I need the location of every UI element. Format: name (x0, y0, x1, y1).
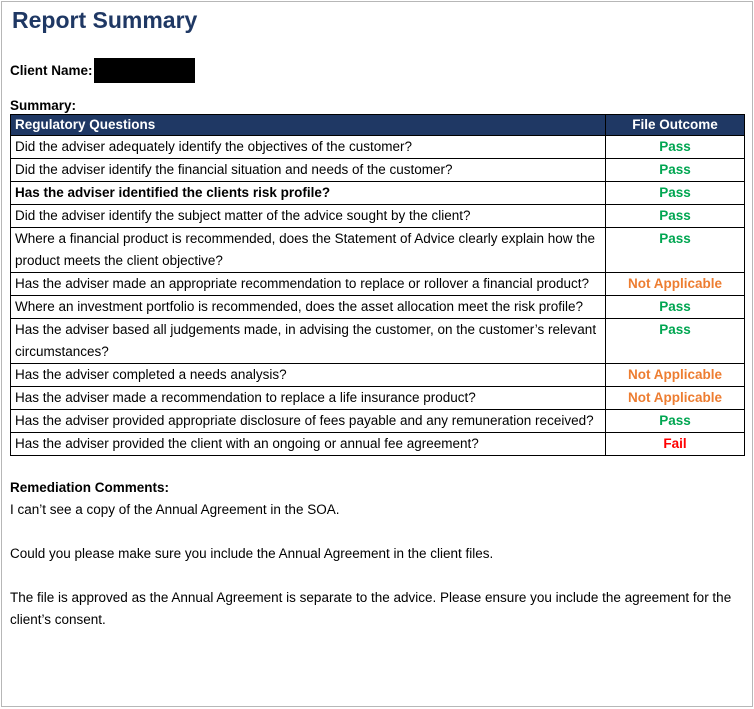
question-cell: Has the adviser made a recommendation to replace a life insurance product? (11, 387, 606, 410)
remediation-comment: I can’t see a copy of the Annual Agreement in the SOA. (10, 502, 340, 517)
question-cell: Has the adviser based all judgements made, in advising the customer, on the customer’s relevant circumstances? (11, 319, 606, 364)
question-cell: Has the adviser made an appropriate recommendation to replace or rollover a financial product? (11, 273, 606, 296)
summary-label: Summary: (10, 98, 77, 113)
table-row (11, 159, 745, 182)
question-cell: Has the adviser identified the clients risk profile? (11, 182, 606, 205)
table-body (11, 136, 745, 456)
client-name-redaction (94, 58, 195, 83)
table-row (11, 205, 745, 228)
outcome-cell: Pass (606, 205, 745, 228)
header-file-outcome: File Outcome (606, 115, 745, 136)
table-row (11, 273, 745, 296)
question-cell: Did the adviser identify the financial situation and needs of the customer? (11, 159, 606, 182)
outcome-cell: Pass (606, 228, 745, 273)
outcome-cell: Not Applicable (606, 387, 745, 410)
outcome-cell: Fail (606, 433, 745, 456)
question-cell: Has the adviser provided appropriate disclosure of fees payable and any remuneration received? (11, 410, 606, 433)
report-page (1, 1, 753, 707)
table-row (11, 228, 745, 273)
question-cell: Has the adviser provided the client with an ongoing or annual fee agreement? (11, 433, 606, 456)
regulatory-questions-table (10, 114, 745, 456)
remediation-heading: Remediation Comments: (10, 480, 170, 495)
question-cell: Where a financial product is recommended, does the Statement of Advice clearly explain how the product meets the client objective? (11, 228, 606, 273)
table-row (11, 136, 745, 159)
outcome-cell: Pass (606, 182, 745, 205)
question-cell: Did the adviser identify the subject matter of the advice sought by the client? (11, 205, 606, 228)
table-header-row (11, 115, 745, 136)
page-title: Report Summary (12, 7, 198, 33)
outcome-cell: Pass (606, 296, 745, 319)
question-cell: Where an investment portfolio is recommended, does the asset allocation meet the risk profile? (11, 296, 606, 319)
outcome-cell: Pass (606, 159, 745, 182)
outcome-cell: Pass (606, 136, 745, 159)
outcome-cell: Not Applicable (606, 364, 745, 387)
outcome-cell: Pass (606, 410, 745, 433)
table-row (11, 182, 745, 205)
outcome-cell: Pass (606, 319, 745, 364)
question-cell: Has the adviser completed a needs analysis? (11, 364, 606, 387)
question-cell: Did the adviser adequately identify the objectives of the customer? (11, 136, 606, 159)
remediation-comment: The file is approved as the Annual Agreement is separate to the advice. Please ensure you include the agreement for the client’s consent. (10, 590, 732, 627)
table-row (11, 296, 745, 319)
table-row (11, 319, 745, 364)
client-name-row (10, 57, 744, 83)
table-row (11, 433, 745, 456)
client-name-label: Client Name: (10, 62, 93, 78)
remediation-section (10, 477, 744, 631)
table-row (11, 410, 745, 433)
header-regulatory-questions: Regulatory Questions (11, 115, 606, 136)
outcome-cell: Not Applicable (606, 273, 745, 296)
remediation-comment: Could you please make sure you include the Annual Agreement in the client files. (10, 546, 494, 561)
table-row (11, 364, 745, 387)
table-row (11, 387, 745, 410)
